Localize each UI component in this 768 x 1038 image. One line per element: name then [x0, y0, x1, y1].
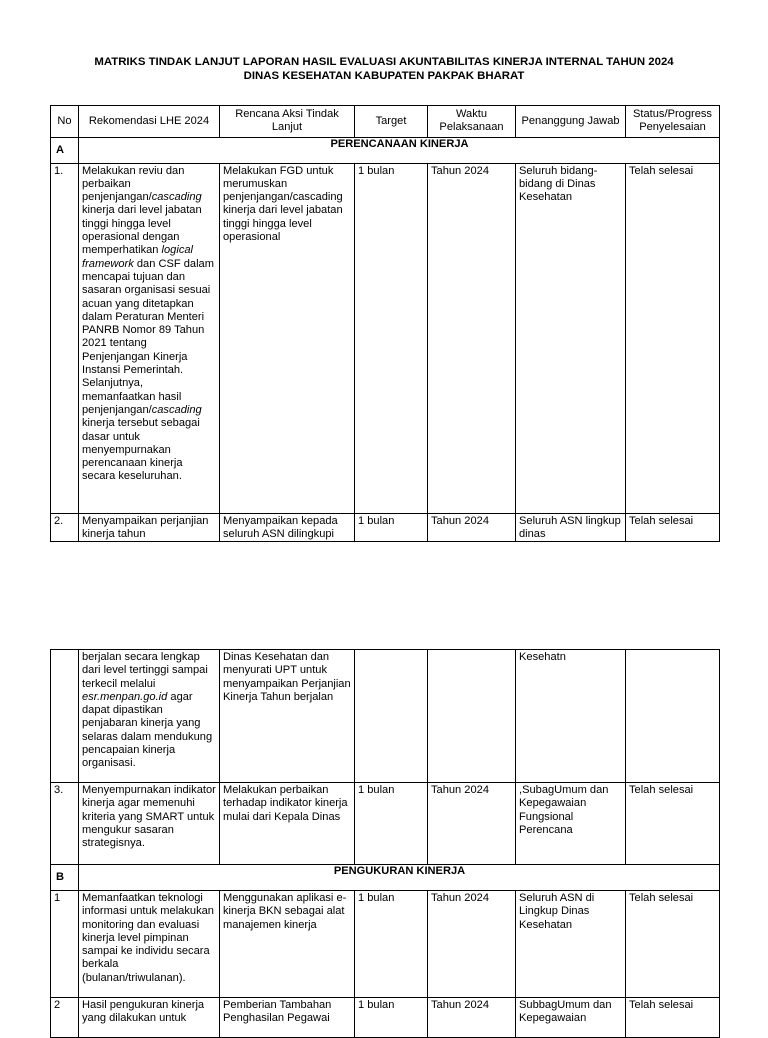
- row-rekomendasi: Menyempurnakan indikator kinerja agar memenuhi kriteria yang SMART untuk mengukur sasaran strategisnya.: [79, 783, 220, 865]
- row-status: Telah selesai: [626, 998, 720, 1038]
- row-penanggung-jawab: Kesehatn: [516, 650, 626, 783]
- row-target: 1 bulan: [355, 513, 428, 542]
- row-no: 1.: [51, 163, 79, 513]
- header-target: Target: [355, 106, 428, 138]
- header-rekomendasi: Rekomendasi LHE 2024: [79, 106, 220, 138]
- table-row-continuation: [51, 650, 720, 783]
- title-line-2: DINAS KESEHATAN KABUPATEN PAKPAK BHARAT: [243, 70, 525, 82]
- row-waktu: [428, 650, 516, 783]
- table-row: [51, 998, 720, 1038]
- row-rekomendasi: Menyampaikan perjanjian kinerja tahun: [79, 513, 220, 542]
- row-penanggung-jawab: Seluruh bidang-bidang di Dinas Kesehatan: [516, 163, 626, 513]
- row-rencana-aksi: Melakukan FGD untuk merumuskan penjenjangan/cascading kinerja dari level jabatan tinggi hingga level operasional: [220, 163, 355, 513]
- row-rekomendasi: Melakukan reviu dan perbaikan penjenjangan/cascading kinerja dari level jabatan tinggi hingga level operasional dengan memperhatikan logical framework dan CSF dalam mencapai tujuan dan sasaran organisasi sesuai acuan yang ditetapkan dalam Peraturan Menteri PANRB Nomor 89 Tahun 2021 tentang Penjenjangan Kinerja Instansi Pemerintah. Selanjutnya, memanfaatkan hasil penjenjangan/cascading kinerja tersebut sebagai dasar untuk menyempurnakan perencanaan kinerja secara keseluruhan.: [79, 163, 220, 513]
- header-status: Status/Progress Penyelesaian: [626, 106, 720, 138]
- row-target: 1 bulan: [355, 998, 428, 1038]
- row-target: 1 bulan: [355, 163, 428, 513]
- row-waktu: Tahun 2024: [428, 163, 516, 513]
- section-title: PENGUKURAN KINERJA: [79, 865, 720, 891]
- row-no: 1: [51, 891, 79, 998]
- header-no: No: [51, 106, 79, 138]
- row-no: [51, 650, 79, 783]
- row-rencana-aksi: Menyampaikan kepada seluruh ASN dilingkupi: [220, 513, 355, 542]
- row-no: 2.: [51, 513, 79, 542]
- matrix-table-page-1: [50, 105, 720, 542]
- header-penanggung-jawab: Penanggung Jawab: [516, 106, 626, 138]
- row-penanggung-jawab: Seluruh ASN di Lingkup Dinas Kesehatan: [516, 891, 626, 998]
- row-target: 1 bulan: [355, 891, 428, 998]
- row-rencana-aksi: Melakukan perbaikan terhadap indikator kinerja mulai dari Kepala Dinas: [220, 783, 355, 865]
- table-row: [51, 891, 720, 998]
- section-label: B: [51, 865, 79, 891]
- section-label: A: [51, 137, 79, 163]
- row-rencana-aksi: Pemberian Tambahan Penghasilan Pegawai: [220, 998, 355, 1038]
- row-rencana-aksi: Menggunakan aplikasi e-kinerja BKN sebagai alat manajemen kinerja: [220, 891, 355, 998]
- row-penanggung-jawab: Seluruh ASN lingkup dinas: [516, 513, 626, 542]
- row-waktu: Tahun 2024: [428, 891, 516, 998]
- row-rekomendasi: Memanfaatkan teknologi informasi untuk melakukan monitoring dan evaluasi kinerja level pimpinan sampai ke individu secara berkala (bulanan/triwulanan).: [79, 891, 220, 998]
- row-status: Telah selesai: [626, 783, 720, 865]
- row-rekomendasi: Hasil pengukuran kinerja yang dilakukan untuk: [79, 998, 220, 1038]
- table-row: [51, 783, 720, 865]
- section-row-b: [51, 865, 720, 891]
- title-line-1: MATRIKS TINDAK LANJUT LAPORAN HASIL EVALUASI AKUNTABILITAS KINERJA INTERNAL TAHUN 2024: [94, 56, 674, 68]
- header-rencana-aksi: Rencana Aksi Tindak Lanjut: [220, 106, 355, 138]
- row-waktu: Tahun 2024: [428, 513, 516, 542]
- document-title: [0, 55, 768, 83]
- row-status: Telah selesai: [626, 891, 720, 998]
- section-row-a: [51, 137, 720, 163]
- row-no: 2: [51, 998, 79, 1038]
- row-no: 3.: [51, 783, 79, 865]
- table-row: [51, 163, 720, 513]
- row-waktu: Tahun 2024: [428, 998, 516, 1038]
- matrix-table-page-2: [50, 649, 720, 1038]
- table-row: [51, 513, 720, 542]
- row-penanggung-jawab: ,SubagUmum dan Kepegawaian Fungsional Perencana: [516, 783, 626, 865]
- section-title: PERENCANAAN KINERJA: [79, 137, 720, 163]
- row-status: Telah selesai: [626, 163, 720, 513]
- row-status: Telah selesai: [626, 513, 720, 542]
- row-status: [626, 650, 720, 783]
- row-rencana-aksi: Dinas Kesehatan dan menyurati UPT untuk menyampaikan Perjanjian Kinerja Tahun berjalan: [220, 650, 355, 783]
- row-target: 1 bulan: [355, 783, 428, 865]
- row-penanggung-jawab: SubbagUmum dan Kepegawaian: [516, 998, 626, 1038]
- row-rekomendasi: berjalan secara lengkap dari level tertinggi sampai terkecil melalui esr.menpan.go.id agar dapat dipastikan penjabaran kinerja yang selaras dalam mendukung pencapaian kinerja organisasi.: [79, 650, 220, 783]
- row-waktu: Tahun 2024: [428, 783, 516, 865]
- row-target: [355, 650, 428, 783]
- table-header-row: [51, 106, 720, 138]
- header-waktu: Waktu Pelaksanaan: [428, 106, 516, 138]
